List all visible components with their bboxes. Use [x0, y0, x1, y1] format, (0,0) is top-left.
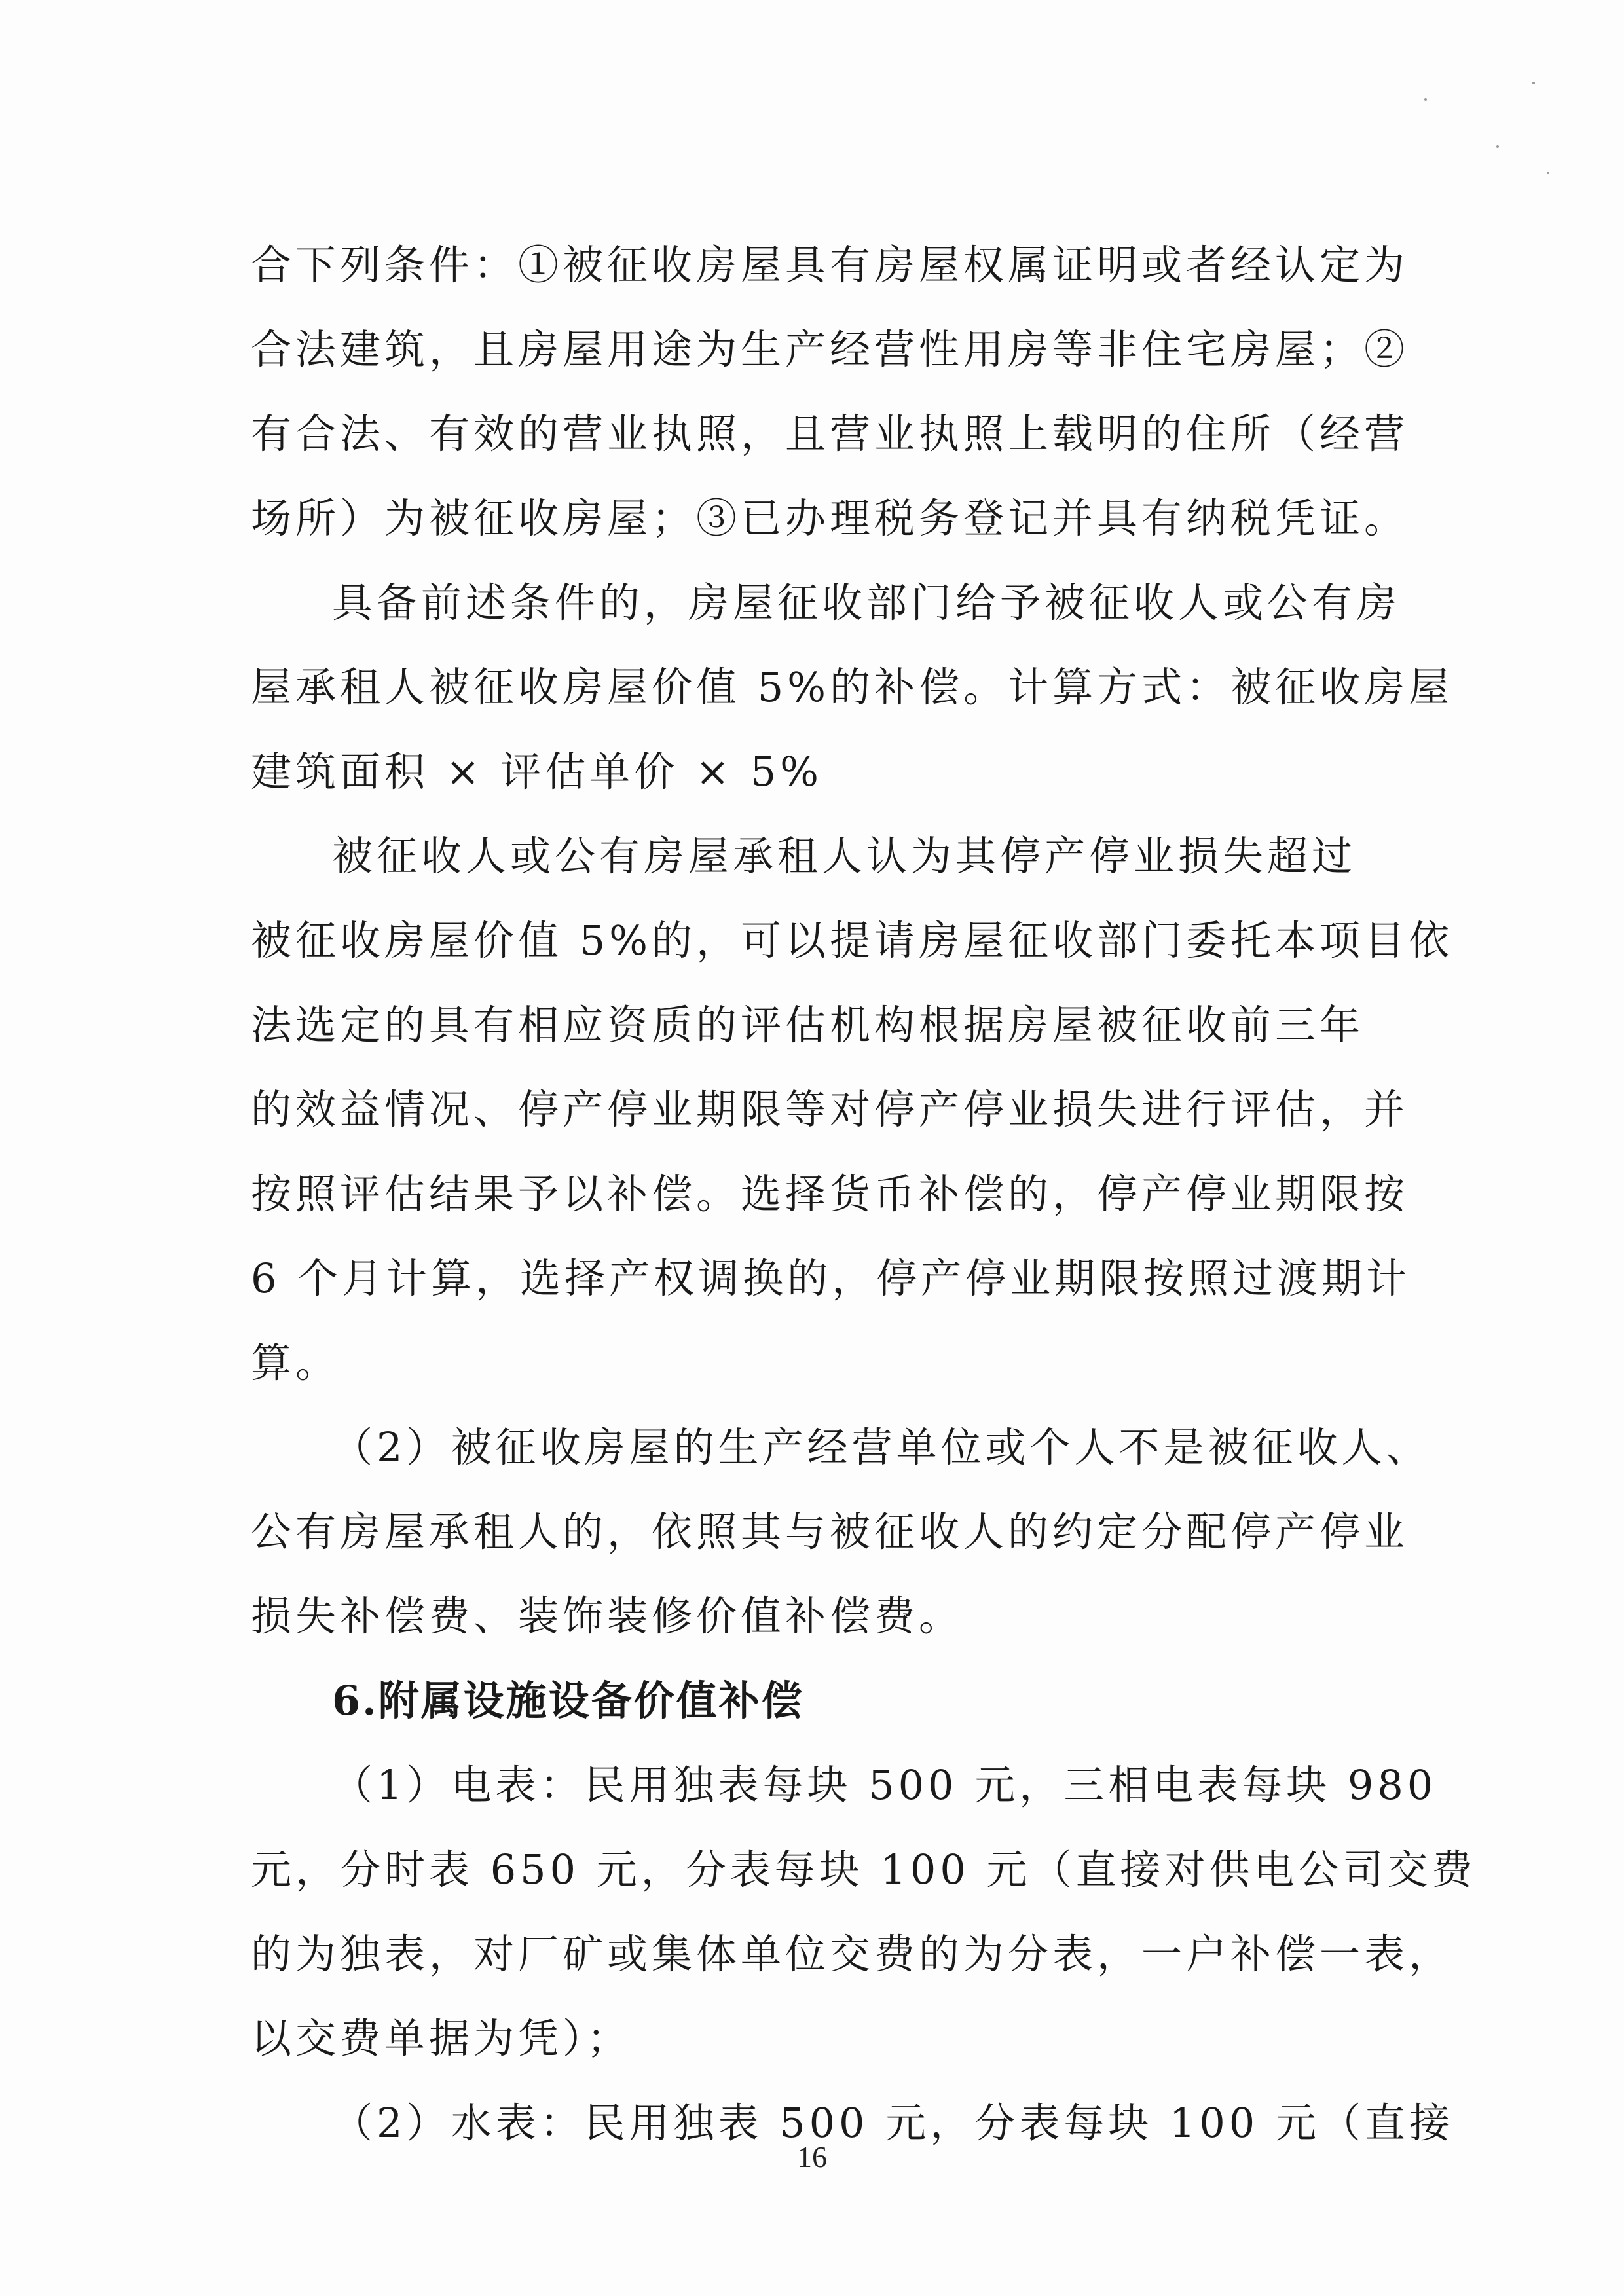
paragraph-electric-meter [251, 1743, 1477, 2081]
text-line: 按照评估结果予以补偿。选择货币补偿的，停产停业期限按 [251, 1170, 1409, 1218]
text-line: 屋承租人被征收房屋价值 5%的补偿。计算方式：被征收房屋 [251, 663, 1454, 711]
paragraph-item-2 [251, 1405, 1431, 1658]
text-line: （1）电表：民用独表每块 500 元，三相电表每块 980 [332, 1761, 1437, 1809]
section-heading-text: 6.附属设施设备价值补偿 [332, 1677, 804, 1724]
text-line: 合下列条件：①被征收房屋具有房屋权属证明或者经认定为 [251, 241, 1409, 289]
text-line: 公有房屋承租人的，依照其与被征收人的约定分配停产停业 [251, 1508, 1409, 1556]
text-line: 损失补偿费、装饰装修价值补偿费。 [251, 1592, 964, 1640]
text-line: 的效益情况、停产停业期限等对停产停业损失进行评估，并 [251, 1085, 1409, 1133]
text-line: 法选定的具有相应资质的评估机构根据房屋被征收前三年 [251, 1001, 1365, 1049]
text-line: 6 个月计算，选择产权调换的，停产停业期限按照过渡期计 [251, 1254, 1411, 1302]
scan-speck [1496, 145, 1499, 148]
document-body [251, 223, 1477, 2165]
scan-speck [1424, 98, 1427, 101]
scan-speck [1532, 82, 1535, 84]
paragraph-loss-assessment [251, 814, 1454, 1405]
text-line: 元，分时表 650 元，分表每块 100 元（直接对供电公司交费 [251, 1846, 1477, 1893]
paragraph-compensation-5-percent [251, 560, 1454, 814]
text-line: （2）被征收房屋的生产经营单位或个人不是被征收人、 [332, 1423, 1431, 1471]
paragraph-conditions [251, 223, 1409, 560]
text-line: 合法建筑，且房屋用途为生产经营性用房等非住宅房屋；② [251, 325, 1409, 373]
scan-speck [1547, 172, 1549, 174]
text-line: 被征收房屋价值 5%的，可以提请房屋征收部门委托本项目依 [251, 917, 1454, 964]
text-line: 算。 [251, 1339, 341, 1387]
text-line: 具备前述条件的，房屋征收部门给予被征收人或公有房 [332, 579, 1401, 627]
page-number: 16 [797, 2140, 827, 2174]
section-heading [251, 1658, 1377, 1743]
text-line: 场所）为被征收房屋；③已办理税务登记并具有纳税凭证。 [251, 494, 1409, 542]
text-line: 被征收人或公有房屋承租人认为其停产停业损失超过 [332, 832, 1357, 880]
text-line: 有合法、有效的营业执照，且营业执照上载明的住所（经营 [251, 410, 1409, 458]
text-line: 建筑面积 × 评估单价 × 5% [251, 748, 823, 795]
text-line: 的为独表，对厂矿或集体单位交费的为分表，一户补偿一表， [251, 1930, 1454, 1978]
text-line: （2）水表：民用独表 500 元，分表每块 100 元（直接 [332, 2099, 1454, 2147]
text-line: 以交费单据为凭）； [251, 2014, 632, 2062]
